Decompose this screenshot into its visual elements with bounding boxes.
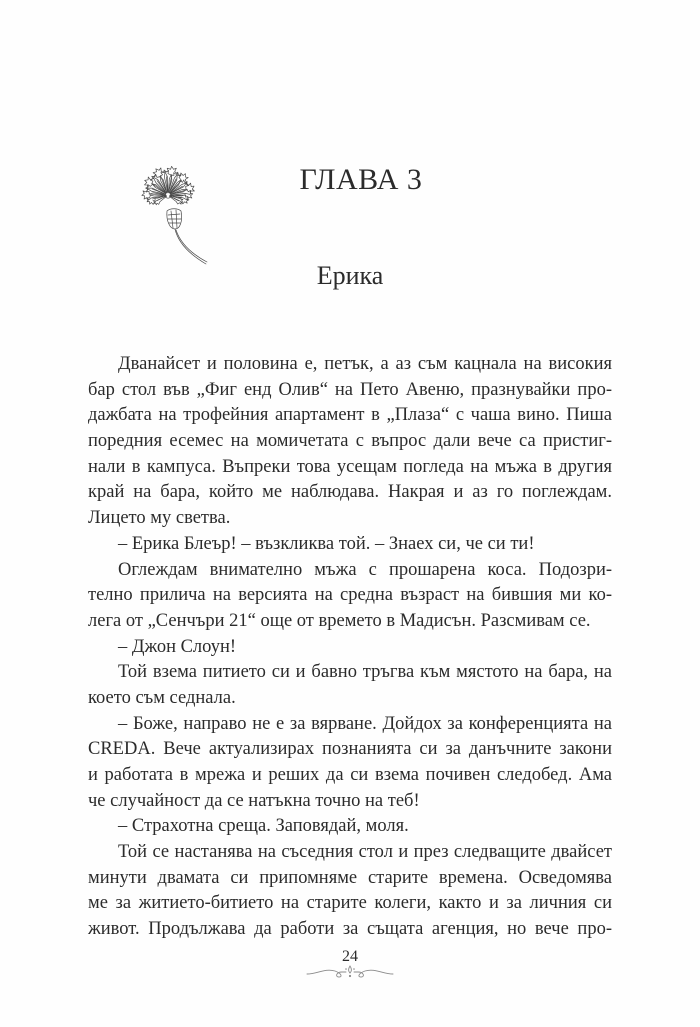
text-line: Оглеждам внимателно мъжа с прошарена коса. Подозри- — [118, 559, 612, 580]
text-line: поредния есемес на момичетата с въпрос дали вече са пристиг- — [88, 431, 612, 452]
text-line: Лицето му светва. — [88, 508, 231, 529]
chapter-title: ГЛАВА 3 — [299, 163, 423, 196]
flower-petals — [142, 165, 196, 206]
paragraph — [88, 532, 612, 558]
text-line: – Ерика Блеър! – възкликва той. – Знаех си, че си ти! — [118, 533, 535, 554]
text-line: – Боже, направо не е за вярване. Дойдох за конференцията на — [118, 713, 612, 734]
text-line: което съм седнала. — [88, 687, 236, 708]
text-line: Той взема питието си и бавно тръгва към мястото на бара, на — [118, 662, 612, 683]
paragraph — [88, 352, 612, 532]
text-line: нали в кампуса. Въпреки това усещам погледа на мъжа в другия — [88, 456, 612, 477]
text-line: и работата в мрежа и реших да си взема почивен следобед. Ама — [88, 765, 612, 785]
text-line: Дванайсет и половина е, петък, а аз съм кацнала на високия — [118, 354, 612, 374]
text-line: CREDA. Вече актуализирах познанията си за данъчните закони — [88, 739, 612, 760]
text-line: – Страхотна среща. Заповядай, моля. — [118, 816, 409, 837]
text-line: дажбата на трофейния апартамент в „Плаза“ с чаша вино. Пиша — [88, 405, 612, 426]
text-line: Той се настанява на съседния стол и през следващите двайсет — [118, 842, 612, 863]
text-line: край на бара, който ме наблюдава. Накрая и аз го поглеждам. — [88, 482, 612, 503]
text-line: – Джон Слоун! — [118, 636, 237, 657]
paragraph — [88, 660, 612, 711]
paragraph — [88, 814, 612, 840]
text-line: живот. Продължава да работи за същата агенция, но вече про- — [88, 919, 612, 940]
cornflower-icon — [126, 158, 216, 273]
flower-stem-shade — [176, 230, 207, 262]
paragraph — [88, 558, 612, 635]
text-line: ме за житието-битието на старите колеги, както и за личния си — [88, 893, 612, 914]
paragraph — [88, 840, 612, 943]
text-line: бар стол във „Фиг енд Олив“ на Пето Авеню, празнувайки про- — [88, 379, 612, 400]
text-line: лега от „Сенчъри 21“ още от времето в Мадисън. Разсмивам се. — [88, 610, 591, 631]
paragraph — [88, 635, 612, 661]
flourish-ornament-icon — [305, 962, 395, 982]
text-line: телно прилича на версията на средна възраст на бившия ми ко- — [88, 585, 612, 606]
text-line: минути двамата си припомняме старите времена. Осведомява — [88, 867, 612, 888]
body-text — [88, 352, 612, 943]
chapter-subtitle: Ерика — [316, 261, 384, 290]
page-number: 24 — [342, 948, 358, 965]
text-line: че случайност да се натъкна точно на теб! — [88, 790, 420, 811]
paragraph — [88, 712, 612, 815]
